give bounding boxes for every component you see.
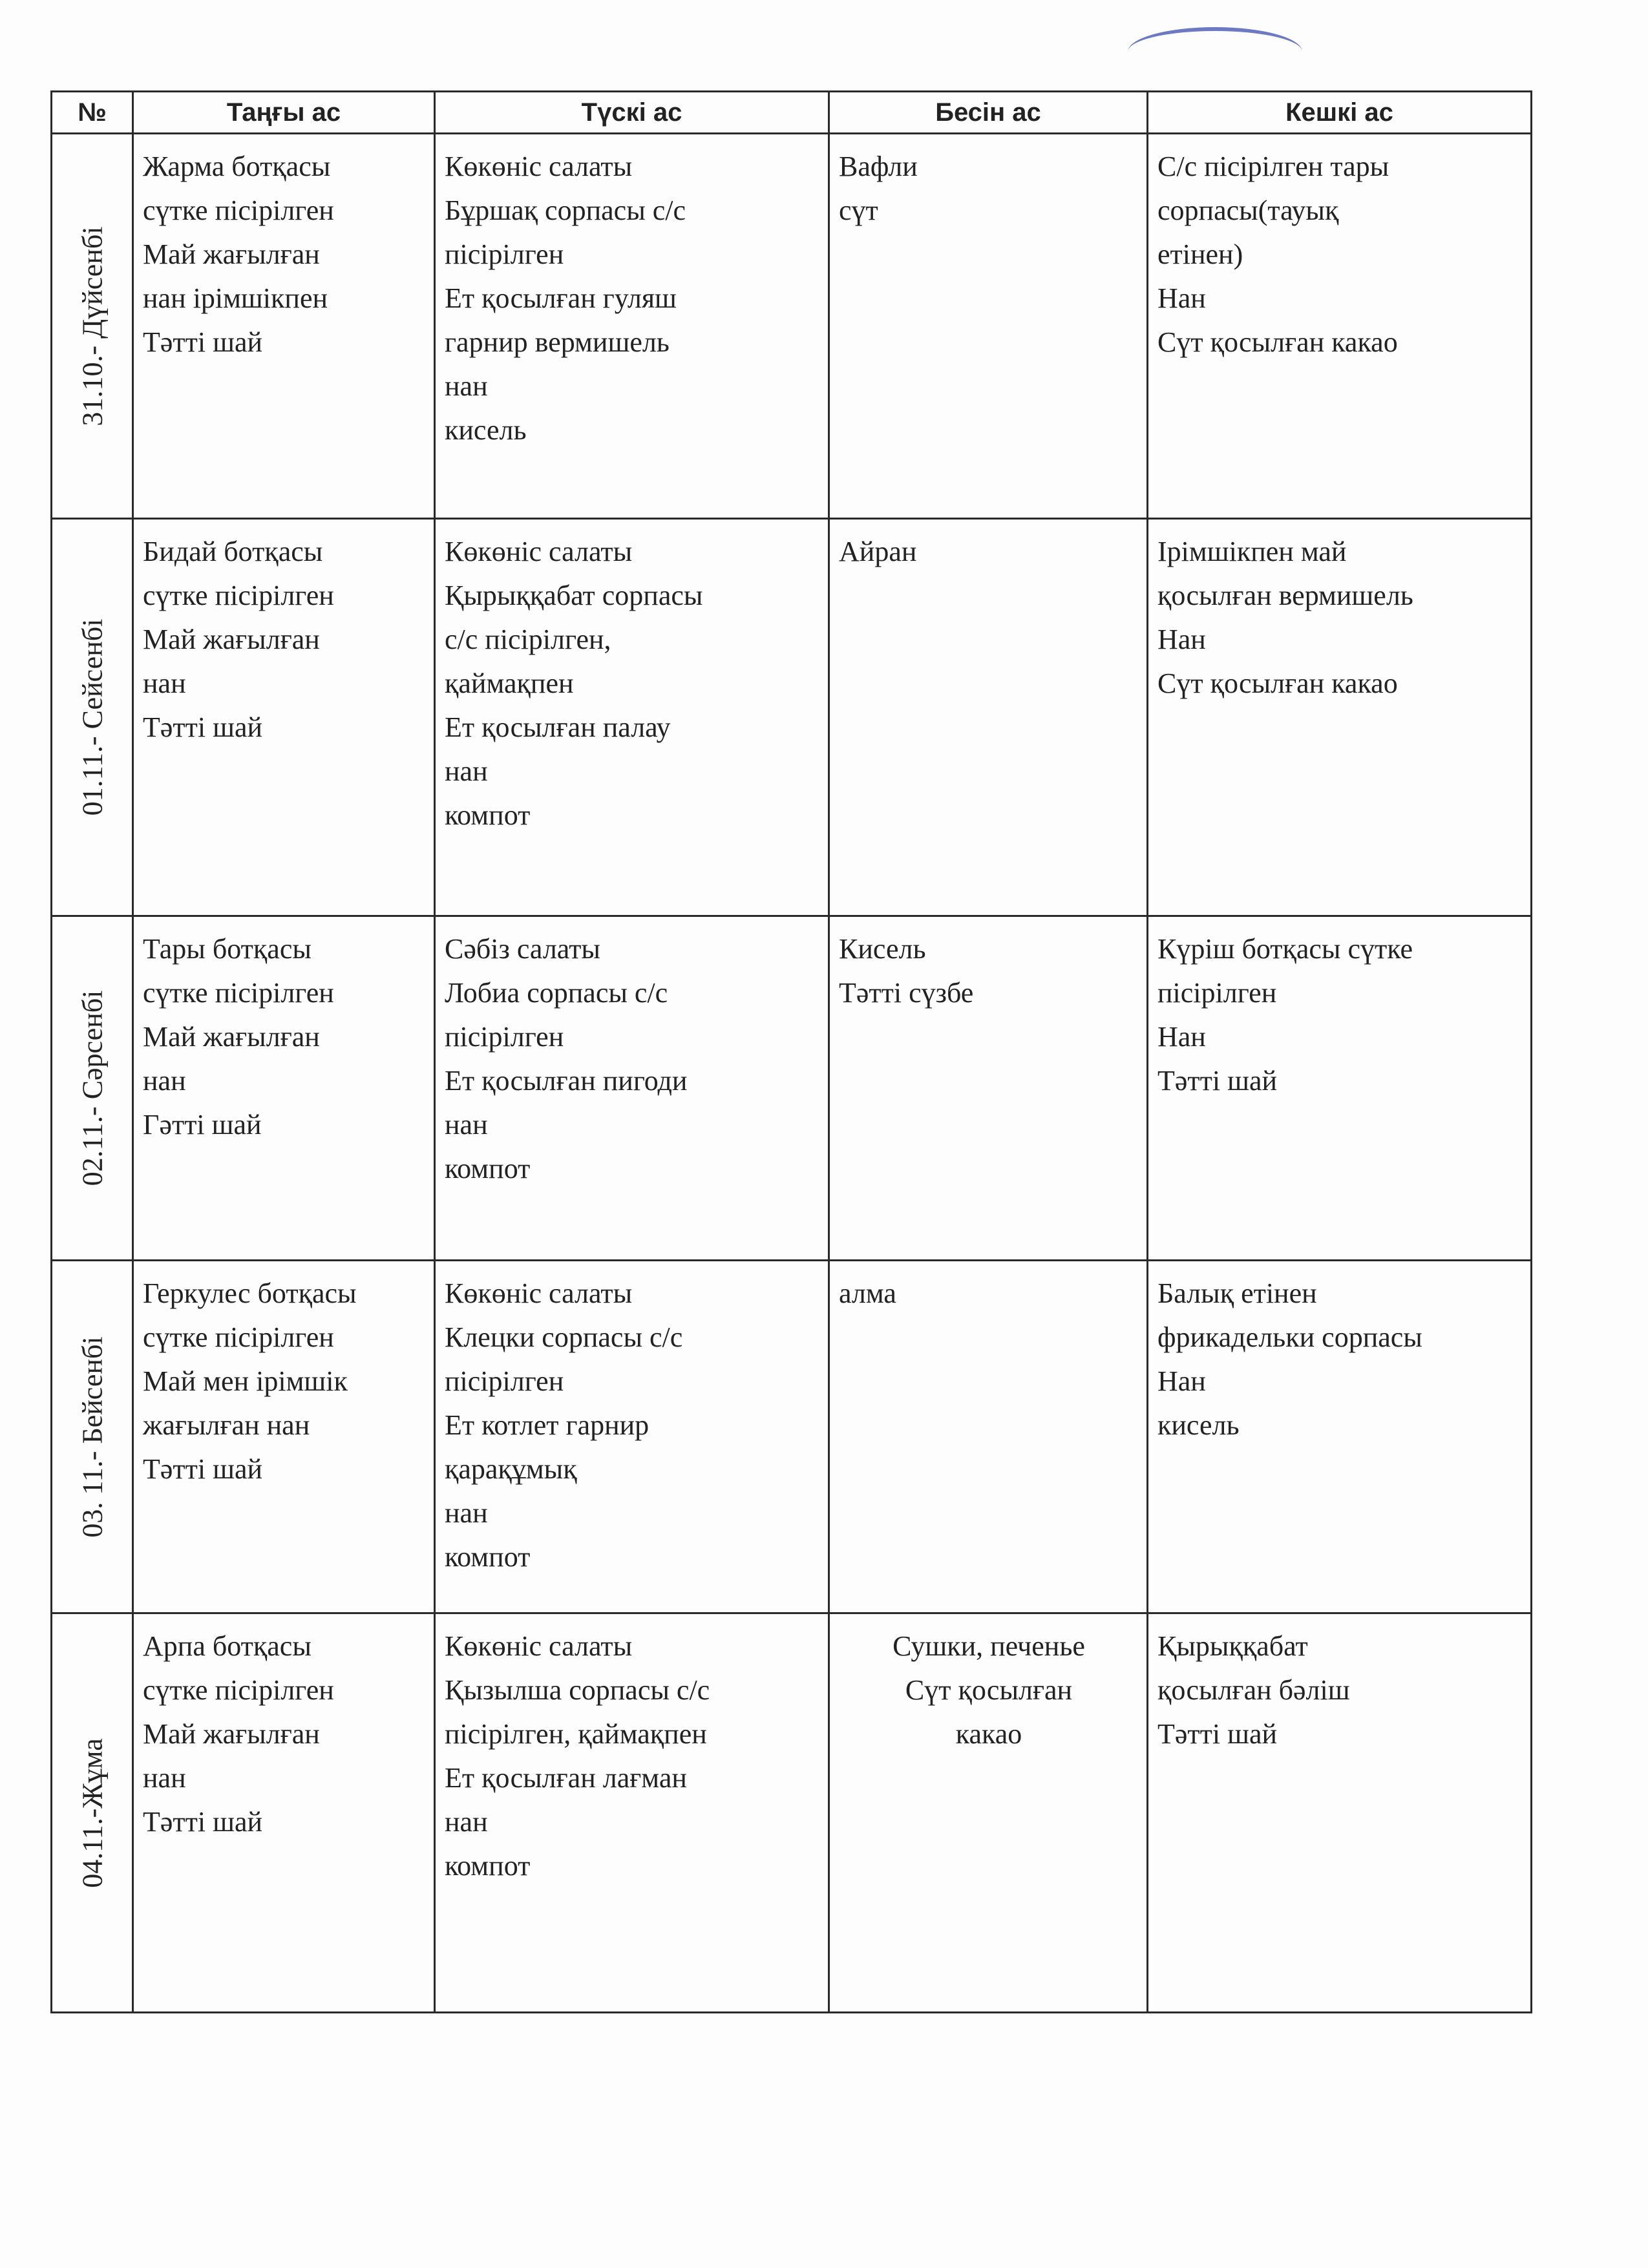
table-header-row: [52, 92, 1532, 134]
menu-line: қарақұмық: [445, 1453, 577, 1485]
snack-cell: [829, 1613, 1148, 2013]
menu-line: кисель: [1157, 1409, 1240, 1441]
day-cell: [52, 134, 133, 519]
menu-line: Қырыққабат сорпасы: [445, 580, 703, 611]
menu-line: Кисель: [839, 933, 926, 965]
menu-line: сүтке пісірілген: [143, 194, 334, 226]
snack-cell: [829, 1261, 1148, 1613]
menu-line: Тәтті шай: [143, 711, 263, 743]
breakfast-cell: [133, 519, 435, 916]
menu-line: Айран: [839, 536, 917, 567]
menu-line: қаймақпен: [445, 667, 574, 699]
day-label: 01.11.- Сейсенбі: [76, 618, 108, 816]
menu-line: қосылған бәліш: [1157, 1674, 1350, 1706]
menu-line: пісірілген, қаймақпен: [445, 1718, 707, 1750]
lunch-cell: [435, 519, 829, 916]
menu-line: Май жағылған: [143, 624, 320, 655]
menu-line: Клецки сорпасы с/с: [445, 1321, 683, 1353]
menu-line: Көкөніс салаты: [445, 1277, 633, 1309]
day-cell: [52, 519, 133, 916]
dinner-cell: [1148, 1261, 1532, 1613]
menu-line: гарнир вермишель: [445, 326, 670, 358]
day-cell: [52, 1613, 133, 2013]
menu-line: Көкөніс салаты: [445, 536, 633, 567]
stamp-mark: [1128, 27, 1302, 76]
menu-line: пісірілген: [445, 1021, 564, 1053]
menu-line: Ет қосылған лағман: [445, 1762, 687, 1794]
menu-line: алма: [839, 1277, 896, 1309]
menu-line: Ет қосылған пигоди: [445, 1065, 688, 1097]
menu-line: Тәтті шай: [143, 1453, 263, 1485]
menu-line: нан: [445, 1806, 488, 1838]
day-cell: [52, 1261, 133, 1613]
table-row: [52, 1613, 1532, 2013]
menu-line: Көкөніс салаты: [445, 1630, 633, 1662]
menu-line: сорпасы(тауық: [1157, 194, 1339, 226]
menu-line: Май жағылған: [143, 238, 320, 270]
menu-line: Ет котлет гарнир: [445, 1409, 650, 1441]
table-row: [52, 1261, 1532, 1613]
menu-line: жағылған нан: [143, 1409, 310, 1441]
day-label: 31.10.- Дүйсенбі: [76, 226, 108, 426]
lunch-cell: [435, 916, 829, 1261]
table-row: [52, 519, 1532, 916]
col-header-snack: Бесін ас: [829, 92, 1148, 134]
menu-line: нан: [445, 755, 488, 787]
menu-line: сүтке пісірілген: [143, 1674, 334, 1706]
menu-line: Көкөніс салаты: [445, 151, 633, 182]
menu-line: компот: [445, 1541, 531, 1573]
col-header-lunch: Түскі ас: [435, 92, 829, 134]
table-row: [52, 134, 1532, 519]
menu-line: Тәтті шай: [143, 326, 263, 358]
menu-line: Күріш ботқасы сүтке: [1157, 933, 1413, 965]
menu-line: какао: [955, 1718, 1022, 1750]
dinner-cell: [1148, 1613, 1532, 2013]
menu-line: с/с пісірілген,: [445, 624, 611, 655]
menu-line: нан: [143, 1065, 186, 1097]
menu-line: Жарма ботқасы: [143, 151, 331, 182]
snack-cell: [829, 916, 1148, 1261]
menu-line: компот: [445, 1850, 531, 1882]
menu-line: нан: [445, 1109, 488, 1140]
menu-line: Нан: [1157, 1365, 1206, 1397]
menu-line: Ірімшікпен май: [1157, 536, 1347, 567]
menu-line: Қызылша сорпасы с/с: [445, 1674, 710, 1706]
menu-line: Тәтті сүзбе: [839, 977, 974, 1009]
menu-line: Тары ботқасы: [143, 933, 312, 965]
menu-line: нан ірімшікпен: [143, 282, 328, 314]
lunch-cell: [435, 1613, 829, 2013]
menu-line: Май жағылған: [143, 1021, 320, 1053]
menu-line: Сәбіз салаты: [445, 933, 600, 965]
menu-line: пісірілген: [1157, 977, 1277, 1009]
lunch-cell: [435, 134, 829, 519]
menu-line: Гәтті шай: [143, 1109, 262, 1140]
breakfast-cell: [133, 916, 435, 1261]
menu-line: етінен): [1157, 238, 1243, 270]
day-label: 02.11.- Сәрсенбі: [76, 990, 108, 1186]
menu-line: Май жағылған: [143, 1718, 320, 1750]
menu-line: нан: [143, 1762, 186, 1794]
menu-line: Сүт қосылған какао: [1157, 326, 1398, 358]
menu-line: Ет қосылған гуляш: [445, 282, 677, 314]
menu-line: сүтке пісірілген: [143, 977, 334, 1009]
dinner-cell: [1148, 519, 1532, 916]
menu-line: фрикадельки сорпасы: [1157, 1321, 1422, 1353]
menu-line: Тәтті шай: [1157, 1065, 1278, 1097]
breakfast-cell: [133, 1613, 435, 2013]
menu-line: Сушки, печенье: [893, 1630, 1085, 1662]
snack-cell: [829, 519, 1148, 916]
col-header-dinner: Кешкі ас: [1148, 92, 1532, 134]
menu-line: Сүт қосылған: [905, 1674, 1073, 1706]
menu-line: Қырыққабат: [1157, 1630, 1308, 1662]
menu-line: сүт: [839, 194, 878, 226]
table-row: [52, 916, 1532, 1261]
menu-line: С/с пісірілген тары: [1157, 151, 1389, 182]
day-label: 04.11.-Жұма: [76, 1738, 108, 1888]
menu-line: пісірілген: [445, 1365, 564, 1397]
col-header-breakfast: Таңғы ас: [133, 92, 435, 134]
menu-line: Нан: [1157, 1021, 1206, 1053]
menu-line: сүтке пісірілген: [143, 580, 334, 611]
menu-line: Сүт қосылған какао: [1157, 667, 1398, 699]
breakfast-cell: [133, 134, 435, 519]
menu-line: Лобиа сорпасы с/с: [445, 977, 668, 1009]
dinner-cell: [1148, 134, 1532, 519]
menu-line: Нан: [1157, 282, 1206, 314]
snack-cell: [829, 134, 1148, 519]
dinner-cell: [1148, 916, 1532, 1261]
menu-line: Нан: [1157, 624, 1206, 655]
menu-line: сүтке пісірілген: [143, 1321, 334, 1353]
menu-line: нан: [445, 370, 488, 402]
menu-line: Геркулес ботқасы: [143, 1277, 357, 1309]
menu-line: Балық етінен: [1157, 1277, 1317, 1309]
menu-line: Вафли: [839, 151, 918, 182]
menu-line: нан: [143, 667, 186, 699]
menu-line: Арпа ботқасы: [143, 1630, 312, 1662]
menu-line: пісірілген: [445, 238, 564, 270]
menu-line: Тәтті шай: [1157, 1718, 1278, 1750]
menu-line: Тәтті шай: [143, 1806, 263, 1838]
menu-line: кисель: [445, 414, 527, 446]
menu-line: компот: [445, 799, 531, 831]
menu-line: қосылған вермишель: [1157, 580, 1413, 611]
day-cell: [52, 916, 133, 1261]
menu-line: нан: [445, 1497, 488, 1529]
menu-line: Ет қосылған палау: [445, 711, 671, 743]
weekly-menu-table: [50, 90, 1532, 2013]
menu-line: Май мен ірімшік: [143, 1365, 348, 1397]
menu-line: Бұршақ сорпасы с/с: [445, 194, 686, 226]
lunch-cell: [435, 1261, 829, 1613]
day-label: 03. 11.- Бейсенбі: [76, 1336, 108, 1538]
breakfast-cell: [133, 1261, 435, 1613]
menu-line: Бидай ботқасы: [143, 536, 323, 567]
col-header-number: №: [52, 92, 133, 134]
menu-line: компот: [445, 1153, 531, 1184]
